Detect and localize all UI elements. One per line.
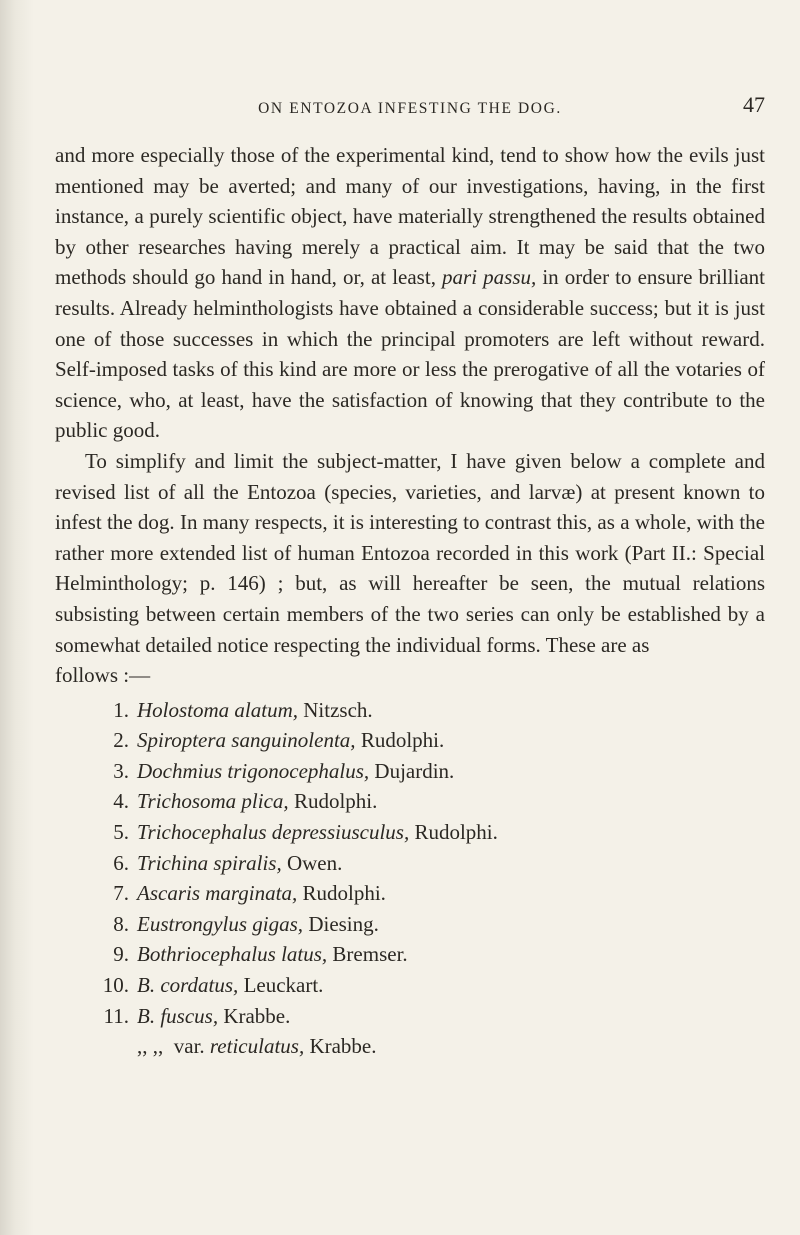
list-item — [55, 1001, 765, 1032]
species-authority: Rudolphi. — [409, 820, 498, 845]
list-item — [55, 909, 765, 940]
paragraph-entozoa-list-intro: To simplify and limit the subject-matter, I have given below a complete and revised list of all the Entozoa (species, varieties, and larvæ) at present known to infest the dog. In many respects, it is interesting to contrast this, as a whole, with the rather more extended list of human Entozoa recorded in this work (Part II.: Special Helminthology; p. 146) ; but, as will hereafter be seen, the mutual relations subsisting between certain members of the two series can only be established by a somewhat detailed notice respecting the individual forms. These are as — [55, 448, 765, 657]
list-number: 11. — [103, 1003, 129, 1028]
paragraph1-text-b: in order to ensure brilliant results. Already helminthologists have obtained a considerable success; but it is just one of those successes in which the principal promoters are left without reward. Self-imposed tasks of this kind are more or less the prerogative of all the votaries of science, who, at least, have the satisfaction of knowing that they contribute to the public good. — [55, 265, 765, 443]
species-authority: Rudolphi. — [355, 728, 445, 753]
species-authority: Owen. — [281, 850, 343, 875]
list-number: 3. — [113, 758, 129, 783]
list-number: 9. — [113, 942, 129, 967]
list-number: 1. — [113, 697, 129, 722]
list-item — [55, 970, 765, 1001]
species-authority: Rudolphi. — [288, 789, 378, 814]
pari-passu-phrase: pari passu, — [442, 265, 537, 290]
species-authority: Nitzsch. — [298, 697, 373, 722]
species-authority: Krabbe. — [218, 1003, 291, 1028]
species-name: Ascaris marginata, — [137, 881, 298, 906]
paragraph-continuation — [55, 140, 765, 446]
species-name: Spiroptera sanguinolenta, — [137, 728, 356, 753]
page-number: 47 — [743, 92, 765, 117]
variety-authority: Krabbe. — [304, 1034, 377, 1059]
list-number: 2. — [113, 728, 129, 753]
list-number: 4. — [113, 789, 129, 814]
species-authority: Rudolphi. — [297, 881, 386, 906]
list-item-variety — [55, 1031, 765, 1062]
species-authority: Dujardin. — [369, 758, 455, 783]
running-title: ON ENTOZOA INFESTING THE DOG. — [258, 100, 562, 117]
body-text — [55, 140, 765, 660]
list-item — [55, 786, 765, 817]
species-name: Trichocephalus depressiusculus, — [137, 820, 410, 845]
species-name: B. cordatus, — [137, 973, 239, 998]
species-name: Trichina spiralis, — [137, 850, 282, 875]
species-name: Holostoma alatum, — [137, 697, 299, 722]
species-name: Eustrongylus gigas, — [137, 911, 304, 936]
species-name: Bothriocephalus latus, — [137, 942, 328, 967]
list-item — [55, 878, 765, 909]
paragraph-final-line: follows :— — [55, 663, 151, 688]
list-item — [55, 725, 765, 756]
page-gutter-shadow — [0, 0, 34, 1235]
list-number: 10. — [102, 973, 129, 998]
list-item — [55, 848, 765, 879]
variety-prefix: var. — [173, 1034, 210, 1059]
book-page — [55, 72, 765, 1062]
list-number: 5. — [113, 820, 129, 845]
variety-name: reticulatus, — [209, 1034, 305, 1059]
species-name: Dochmius trigonocephalus, — [137, 758, 370, 783]
list-item — [55, 695, 765, 726]
list-item — [55, 756, 765, 787]
list-item — [55, 817, 765, 848]
ditto-marks: ,, ,, — [137, 1034, 164, 1059]
paragraph1-text-a: and more especially those of the experimental kind, tend to show how the evils just mentioned may be averted; and many of our investigations, having, in the first instance, a purely scientific object, have materially strengthened the results obtained by other researches having merely a practical aim. It may be said that the two methods should go hand in hand, or, at least, — [55, 143, 765, 290]
list-number: 6. — [113, 850, 129, 875]
list-number: 8. — [113, 911, 129, 936]
species-authority: Leuckart. — [238, 973, 324, 998]
species-authority: Diesing. — [303, 911, 379, 936]
running-head — [55, 72, 765, 117]
species-name: B. fuscus, — [137, 1003, 219, 1028]
species-list — [55, 695, 765, 1062]
list-number: 7. — [113, 881, 129, 906]
list-item — [55, 939, 765, 970]
species-authority: Bremser. — [327, 942, 408, 967]
species-name: Trichosoma plica, — [137, 789, 289, 814]
